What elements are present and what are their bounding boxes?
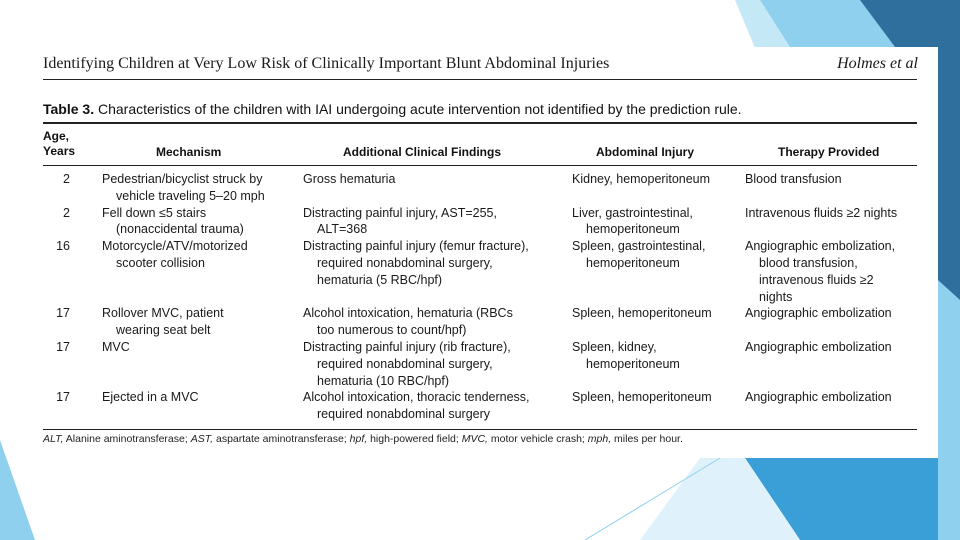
footnote-abbreviation: MVC, bbox=[461, 433, 488, 445]
cell-therapy bbox=[745, 238, 930, 305]
cell-injury-line: hemoperitoneum bbox=[586, 222, 680, 237]
cell-findings bbox=[303, 205, 563, 239]
table-header-rule bbox=[43, 165, 917, 166]
cell-mechanism bbox=[102, 238, 302, 272]
cell-therapy-line: Intravenous fluids ≥2 nights bbox=[745, 205, 898, 220]
cell-findings-line: Distracting painful injury, AST=255, bbox=[303, 205, 497, 220]
cell-injury-line: Spleen, hemoperitoneum bbox=[572, 306, 712, 321]
cell-therapy-line: intravenous fluids ≥2 bbox=[759, 272, 874, 287]
cell-injury-line: hemoperitoneum bbox=[586, 255, 680, 270]
footnote-abbreviation: hpf, bbox=[349, 433, 368, 445]
cell-mechanism-line: (nonaccidental trauma) bbox=[116, 222, 244, 237]
cell-therapy-line: Blood transfusion bbox=[745, 172, 842, 186]
cell-therapy bbox=[745, 305, 930, 322]
cell-findings-line: required nonabdominal surgery bbox=[317, 407, 491, 422]
cell-findings-line: ALT=368 bbox=[317, 222, 368, 237]
cell-findings-line: Alcohol intoxication, hematuria (RBCs bbox=[303, 306, 513, 321]
cell-findings bbox=[303, 305, 563, 339]
cell-findings-line: hematuria (5 RBC/hpf) bbox=[317, 272, 443, 287]
cell-mechanism-line: MVC bbox=[102, 340, 130, 354]
cell-mechanism-line: Pedestrian/bicyclist struck by bbox=[102, 172, 263, 186]
cell-therapy-line: Angiographic embolization, bbox=[745, 239, 896, 254]
cell-findings-line: required nonabdominal surgery, bbox=[317, 255, 493, 270]
header-rule bbox=[43, 79, 917, 80]
table-footnote bbox=[43, 433, 683, 445]
cell-age: 17 bbox=[56, 390, 70, 405]
table-bottom-rule bbox=[43, 429, 917, 430]
table-caption-text: Characteristics of the children with IAI undergoing acute intervention not identified by the prediction rule. bbox=[97, 101, 742, 117]
column-header-therapy: Therapy Provided bbox=[778, 145, 880, 159]
cell-injury bbox=[572, 171, 742, 188]
cell-injury-line: hemoperitoneum bbox=[586, 356, 680, 371]
cell-findings-line: Distracting painful injury (rib fracture), bbox=[303, 340, 511, 354]
cell-injury-line: Spleen, kidney, bbox=[572, 340, 657, 354]
cell-mechanism-line: scooter collision bbox=[116, 255, 205, 270]
cell-age: 2 bbox=[63, 172, 70, 186]
column-header-age-line2: Years bbox=[43, 144, 76, 158]
cell-mechanism bbox=[102, 205, 302, 239]
cell-mechanism-line: vehicle traveling 5–20 mph bbox=[116, 188, 265, 203]
cell-age: 17 bbox=[56, 306, 70, 321]
cell-findings-line: Alcohol intoxication, thoracic tenderness, bbox=[303, 390, 530, 405]
footnote-definition: high-powered field; bbox=[367, 433, 462, 445]
table-top-rule bbox=[43, 122, 917, 124]
cell-injury-line: Kidney, hemoperitoneum bbox=[572, 172, 711, 186]
cell-injury-line: Spleen, gastrointestinal, bbox=[572, 239, 706, 254]
table-caption-label: Table 3. bbox=[43, 101, 95, 117]
cell-findings-line: Distracting painful injury (femur fracture), bbox=[303, 239, 529, 254]
column-header-findings: Additional Clinical Findings bbox=[343, 145, 501, 159]
author-credit: Holmes et al bbox=[837, 55, 918, 72]
cell-findings bbox=[303, 238, 563, 288]
journal-title: Identifying Children at Very Low Risk of Clinically Important Blunt Abdominal Injuries bbox=[43, 55, 610, 72]
footnote-definition: Alanine aminotransferase; bbox=[63, 433, 191, 445]
cell-findings-line: Gross hematuria bbox=[303, 172, 396, 186]
cell-injury bbox=[572, 305, 742, 322]
column-header-injury: Abdominal Injury bbox=[596, 145, 695, 159]
cell-therapy-line: blood transfusion, bbox=[759, 255, 858, 270]
cell-findings-line: hematuria (10 RBC/hpf) bbox=[317, 373, 450, 388]
cell-therapy bbox=[745, 171, 930, 188]
cell-therapy bbox=[745, 205, 930, 222]
cell-findings bbox=[303, 171, 563, 188]
footnote-abbreviation: mph, bbox=[587, 433, 612, 445]
cell-age: 17 bbox=[56, 340, 70, 354]
cell-therapy-line: Angiographic embolization bbox=[745, 340, 892, 354]
cell-injury bbox=[572, 238, 742, 272]
cell-mechanism-line: Fell down ≤5 stairs bbox=[102, 205, 207, 220]
paper-table-card bbox=[22, 47, 938, 458]
cell-therapy-line: nights bbox=[759, 289, 793, 304]
cell-injury-line: Liver, gastrointestinal, bbox=[572, 205, 693, 220]
footnote-abbreviation: AST, bbox=[190, 433, 214, 445]
cell-mechanism bbox=[102, 305, 302, 339]
cell-therapy bbox=[745, 339, 930, 356]
footnote-abbreviation: ALT, bbox=[43, 433, 64, 445]
cell-mechanism-line: wearing seat belt bbox=[116, 323, 211, 338]
cell-findings bbox=[303, 339, 563, 389]
cell-mechanism-line: Rollover MVC, patient bbox=[102, 306, 224, 321]
cell-injury-line: Spleen, hemoperitoneum bbox=[572, 390, 712, 405]
cell-findings-line: required nonabdominal surgery, bbox=[317, 356, 493, 371]
cell-therapy bbox=[745, 389, 930, 406]
cell-mechanism-line: Motorcycle/ATV/motorized bbox=[102, 239, 248, 254]
cell-therapy-line: Angiographic embolization bbox=[745, 306, 892, 321]
cell-injury bbox=[572, 205, 742, 239]
table-caption bbox=[43, 101, 742, 117]
cell-findings-line: too numerous to count/hpf) bbox=[317, 323, 467, 338]
cell-mechanism bbox=[102, 339, 302, 356]
column-header-age bbox=[43, 129, 83, 159]
cell-mechanism-line: Ejected in a MVC bbox=[102, 390, 199, 405]
cell-therapy-line: Angiographic embolization bbox=[745, 390, 892, 405]
cell-age: 16 bbox=[56, 239, 70, 254]
cell-mechanism bbox=[102, 389, 302, 406]
cell-mechanism bbox=[102, 171, 302, 205]
footnote-definition: miles per hour. bbox=[611, 433, 683, 445]
cell-findings bbox=[303, 389, 563, 423]
cell-injury bbox=[572, 339, 742, 373]
column-header-age-line1: Age, bbox=[43, 129, 70, 143]
cell-age: 2 bbox=[63, 205, 70, 220]
column-header-mechanism: Mechanism bbox=[156, 145, 222, 159]
footnote-definition: aspartate aminotransferase; bbox=[213, 433, 350, 445]
cell-injury bbox=[572, 389, 742, 406]
footnote-definition: motor vehicle crash; bbox=[487, 433, 588, 445]
